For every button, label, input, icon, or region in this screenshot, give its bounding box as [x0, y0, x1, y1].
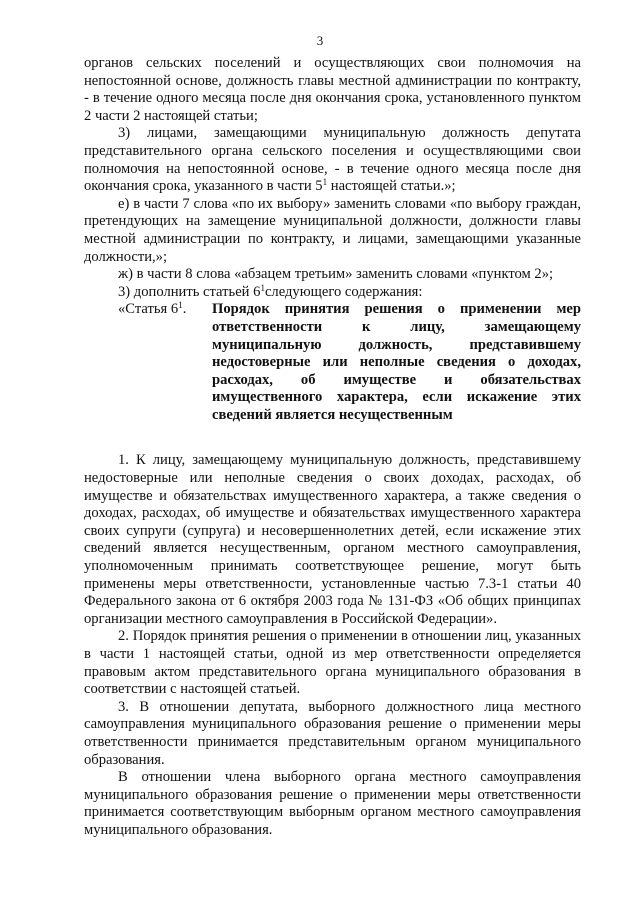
paragraph-item-3: [84, 125, 581, 195]
paragraph-continuation: органов сельских поселений и осуществляющих свои полномочия на непостоянной основе, должность главы местной администрации по контракту, - в течение одного месяца после дня окончания срока, установленного пунктом 2 части 2 настоящей статьи;: [84, 55, 581, 124]
paragraph-item-add: [84, 284, 581, 302]
paragraph-point-2: 2. Порядок принятия решения о применении в отношении лиц, указанных в части 1 настоящей статьи, одной из мер ответственности определяется правовым актом представительного органа муниципального образования в соответствии с настоящей статьей.: [84, 628, 581, 698]
paragraph-item-e: е) в части 7 слова «по их выбору» заменить словами «по выбору граждан, претендующих на замещение муниципальной должности, должности главы местной администрации по контракту, и лицами, замещающими указанные должности,»;: [84, 195, 581, 265]
article-label: [84, 301, 212, 424]
spacer: [84, 424, 581, 452]
superscript: 1: [322, 177, 328, 188]
paragraph-item-zh: ж) в части 8 слова «абзацем третьим» заменить словами «пунктом 2»;: [118, 266, 554, 283]
paragraph-point-3-continued: В отношении члена выборного органа местного самоуправления муниципального образования решение о применении меры ответственности принимается соответствующим выборным органом местного самоуправления муниципального образования.: [84, 769, 581, 838]
paragraph-item-add-tail: следующего содержания:: [264, 283, 423, 300]
paragraph-item-3-text: 3) лицами, замещающими муниципальную должность депутата представительного органа сельского поселения и осуществляющими свои полномочия на непостоянной основе, - в течение одного месяца после дня окончания срока, указанного в части 5: [84, 125, 581, 195]
document-body: [84, 55, 581, 840]
page-number: 3: [316, 33, 324, 48]
paragraph-item-add-text: 3) дополнить статьей 6: [118, 283, 261, 300]
article-heading: [84, 301, 581, 424]
superscript: 1: [260, 282, 265, 293]
article-title: Порядок принятия решения о применении мер ответственности к лицу, замещающему муниципальную должность, представившему недостоверные или неполные сведения о доходах, расходах, об имуществе и обязательствах имущественного характера, если искажение этих сведений является несущественным: [212, 301, 581, 423]
paragraph-point-1: 1. К лицу, замещающему муниципальную должность, представившему недостоверные или неполные сведения о своих доходах, расходах, об имуществе и обязательствах имущественного характера, а также сведения о доходах, расходах, об имуществе и обязательствах имущественного характера своих супруги (супруга) и несовершеннолетних детей, если искажение этих сведений является несущественным, органом местного самоуправления, уполномоченным принимать соответствующее решение, могут быть применены меры ответственности, установленные частью 7.3-1 статьи 40 Федерального закона от 6 октября 2003 года № 131-ФЗ «Об общих принципах организации местного самоуправления в Российской Федерации».: [84, 452, 581, 627]
paragraph-point-3: 3. В отношении депутата, выборного должностного лица местного самоуправления муниципального образования решение о применении меры ответственности принимается представительным органом муниципального образования.: [84, 698, 581, 768]
paragraph-item-3-tail: настоящей статьи.»;: [327, 178, 456, 195]
article-label-text: «Статья 6: [118, 301, 179, 318]
superscript: 1: [178, 300, 183, 311]
article-label-tail: .: [182, 301, 187, 318]
